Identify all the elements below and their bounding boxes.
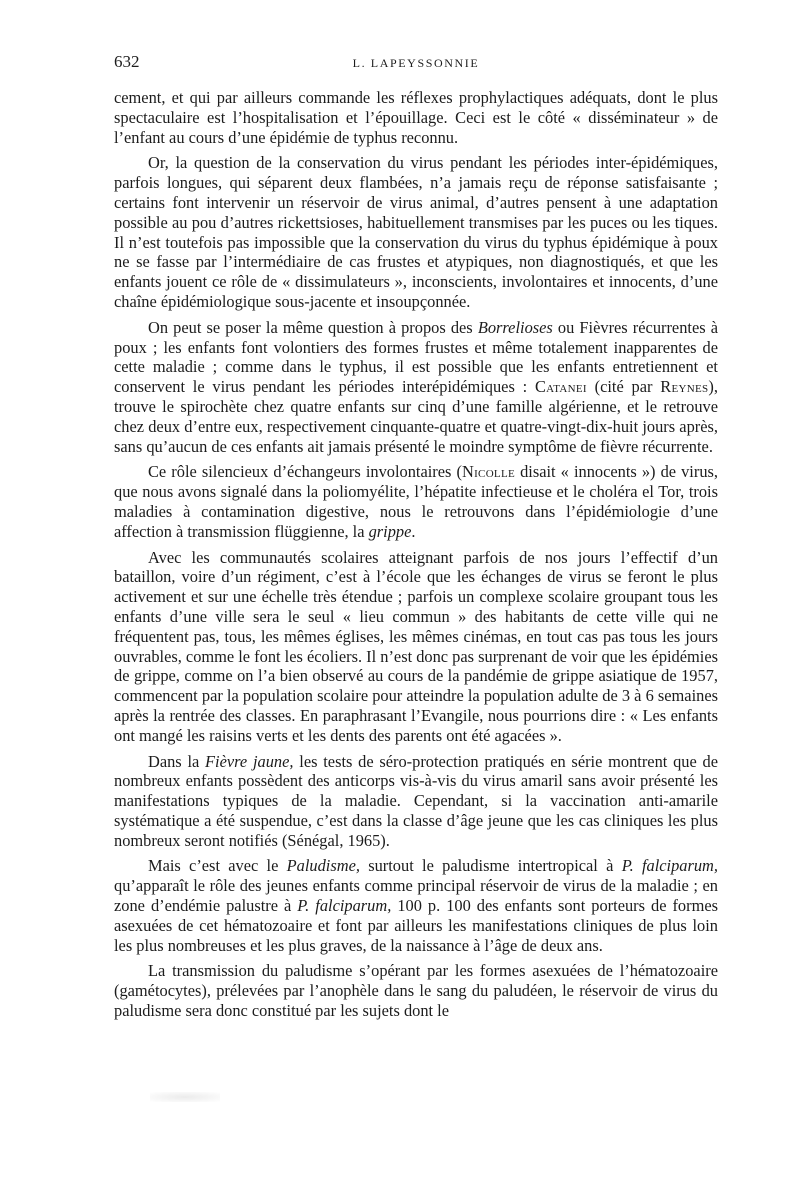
italic-term-fievre-jaune: Fièvre jaune, (205, 751, 294, 771)
page-header (114, 52, 718, 76)
running-head: L. LAPEYSSONNIE (352, 56, 480, 70)
paragraph-3 (114, 318, 718, 457)
text-run: qu’apparaît le rôle des jeunes enfants comme principal réservoir de virus de la maladie ; en zone d’endémie palustre à (114, 876, 718, 916)
text-run: disait « innocents ») de virus, que nous avons signalé dans la poliomyélite, l’hépatite infectieuse et le choléra el Tor, trois maladies à contamination digestive, nous le retrouvons dans l’épidémiologie d’une affection à transmission flüggienne, la (114, 462, 718, 541)
italic-term-falciparum: P. falciparum, (297, 896, 392, 916)
paragraph-5: Avec les communautés scolaires atteignant parfois de nos jours l’effectif d’un bataillon, voire d’un régiment, c’est à l’école que les échanges de virus se feront le plus activement et sur une échelle très étendue ; parfois un complexe scolaire groupant tous les enfants d’une ville sera le seul « lieu commun » des habitants de cette ville qui ne fréquentent pas, tous, les mêmes églises, les mêmes cinémas, en tout cas pas tous les jours ouvrables, comme le font les écoliers. Il n’est donc pas surprenant de voir que les épidémies de grippe, comme on l’a bien observé au cours de la pandémie de grippe asiatique de 1957, commencent par la population scolaire pour atteindre la population adulte de 3 à 6 semaines après la rentrée des classes. En paraphrasant l’Evangile, nous pourrions dire : « Les enfants ont mangé les raisins verts et les dents des parents ont été agacées ». (114, 547, 718, 745)
text-run: Mais c’est avec le (148, 856, 287, 876)
paragraph-8: La transmission du paludisme s’opérant par les formes asexuées de l’hématozoaire (gamétocytes), prélevées par l’anophèle dans le sang du paludéen, le réservoir de virus du paludisme sera donc constitué par les sujets dont le (114, 961, 718, 1021)
author-name-catanei: Catanei (534, 377, 587, 397)
text-run: On peut se poser la même question à propos des (148, 317, 478, 337)
italic-term-falciparum: P. falciparum, (621, 856, 718, 876)
author-name-nicolle: Nicolle (461, 462, 515, 482)
text-run: surtout le paludisme intertropical à (359, 856, 622, 876)
italic-term-grippe: grippe (368, 521, 412, 541)
text-run: ou Fièvres récurrentes à poux ; les enfants font volontiers des formes frustes et même totalement inapparentes de cette maladie ; comme dans le typhus, il est possible que les enfants entretiennent et conservent le virus pendant les périodes interépidémiques : (114, 317, 719, 397)
text-run: 100 p. 100 des enfants sont porteurs de formes asexuées de cet hématozoaire et font par ailleurs les manifestations cliniques de plus loin les plus nombreuses et les plus graves, de la naissance à l’âge de deux ans. (114, 896, 718, 955)
paragraph-1: cement, et qui par ailleurs commande les réflexes prophylactiques adéquats, dont le plus spectaculaire est l’hospitalisation et l’épouillage. Ceci est le côté « disséminateur » de l’enfant au cours d’une épidémie de typhus reconnu. (114, 88, 718, 147)
author-name-reynes: Reynes (660, 377, 709, 397)
paragraph-7 (114, 856, 718, 955)
text-run: les tests de séro-protection pratiqués en série montrent que de nombreux enfants possèdent des anticorps vis-à-vis du virus amaril sans avoir présenté les manifestations typiques de la maladie. Cependant, si la vaccination anti-amarile systématique a été suspendue, c’est dans la classe d’âge jeune que les cas cliniques les plus nombreux seront notifiés (Sénégal, 1965). (114, 751, 718, 850)
paragraph-6 (114, 752, 718, 851)
text-run: (cité par (586, 377, 661, 397)
text-run: Dans la (148, 751, 206, 771)
italic-term-borrelioses: Borrelioses (477, 317, 553, 337)
paragraph-4 (114, 462, 718, 541)
italic-term-paludisme: Paludisme, (286, 856, 360, 876)
text-run: . (411, 521, 416, 541)
page-number: 632 (114, 52, 140, 71)
scan-smudge (150, 1092, 220, 1102)
text-run: Ce rôle silencieux d’échangeurs involontaires ( (148, 462, 462, 482)
text-run: ), trouve le spirochète chez quatre enfants sur cinq d’une famille algérienne, et le retrouve chez deux d’entre eux, respectivement cinquante-quatre et quatre-vingt-dix-huit jours après, sans qu’aucun de ces enfants ait jamais présenté le moindre symptôme de fièvre récurrente. (114, 377, 718, 456)
paragraph-2: Or, la question de la conservation du virus pendant les périodes inter-épidémiques, parfois longues, qui séparent deux flambées, n’a jamais reçu de réponse satisfaisante ; certains font intervenir un réservoir de virus animal, d’autres pensent à une adaptation possible au pou d’autres rickettsioses, habituellement transmises par les puces ou les tiques. Il n’est toutefois pas impossible que la conservation du virus du typhus épidémique à poux ne se fasse par l’intermédiaire de cas frustes et atypiques, non diagnostiqués, et que les enfants jouent ce rôle de « dissimulateurs », inconscients, involontaires et innocents, d’une chaîne épidémiologique sous-jacente et insoupçonnée. (114, 153, 718, 311)
body-text (114, 88, 718, 1021)
